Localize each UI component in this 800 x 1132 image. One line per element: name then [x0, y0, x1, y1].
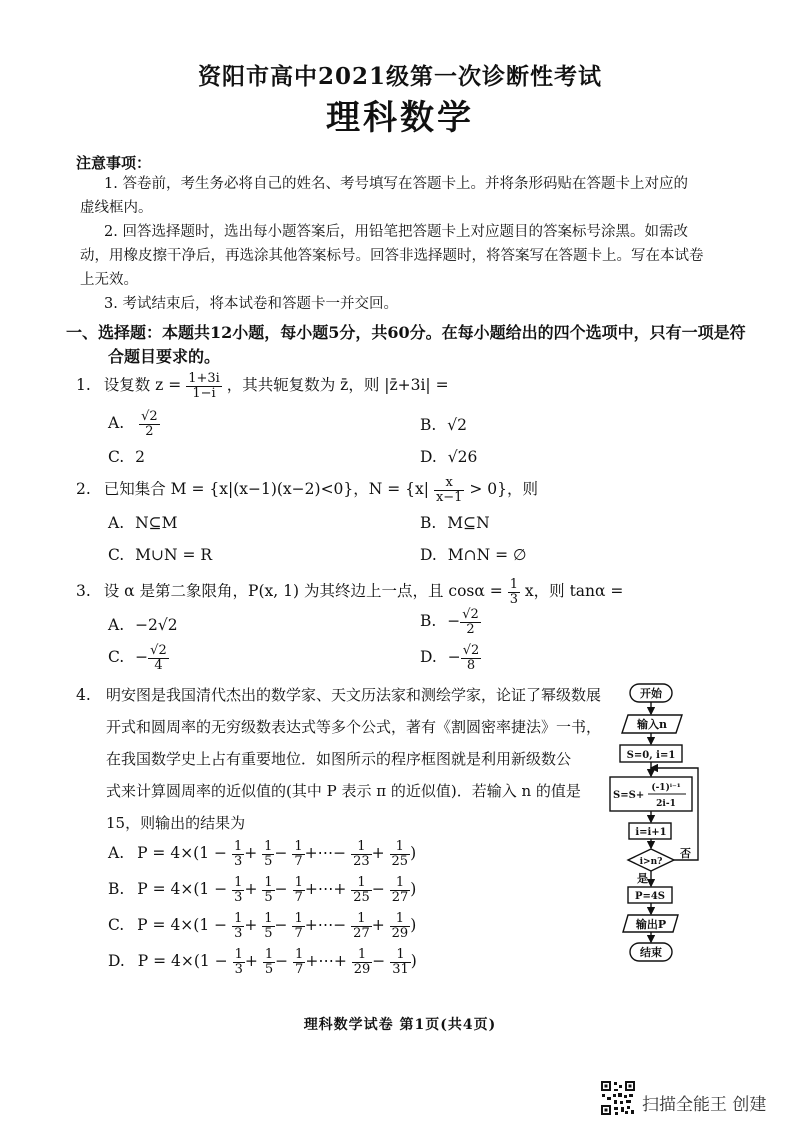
fraction: $\frac{x}{x-1}$: [435, 475, 463, 505]
question-number: 2.: [76, 480, 91, 499]
question-4-line: 在我国数学史上占有重要地位．如图所示的程序框图就是利用新级数公: [106, 750, 572, 768]
question-4-line: 开式和圆周率的无穷级数表达式等多个公式，著有《割圆密率捷法》一书，: [106, 718, 602, 736]
notice-line: 动，用橡皮擦干净后，再选涂其他答案标号。回答非选择题时，将答案写在答题卡上。写在本试卷: [80, 248, 704, 264]
option-b: B. M⊆N: [420, 514, 490, 532]
question-number: 1.: [76, 376, 91, 395]
question-stem: 已知集合 M = {x|(x−1)(x−2)<0}，N = {x|: [103, 480, 430, 499]
flow-calc-label: P=4S: [634, 891, 666, 902]
option-d: D. M∩N = ∅: [420, 546, 527, 564]
option-d: D. √26: [420, 448, 478, 466]
option-c: C. P = 4×(1 − $\frac{1}{3}$ + $\frac{1}{5}$ − $\frac{1}{7}$ +⋯− $\frac{1}{27}$ + $\frac{1}{29}$ ): [108, 911, 417, 941]
flow-update-label: S=S+: [613, 790, 645, 801]
option-a: A. P = 4×(1 − $\frac{1}{3}$ + $\frac{1}{5}$ − $\frac{1}{7}$ +⋯− $\frac{1}{23}$ + $\frac{1}{25}$ ): [108, 839, 417, 869]
question-stem-cont: ，其共轭复数为 z̄，则 |z̄+3i| =: [226, 376, 449, 395]
question-stem: 设复数 z =: [103, 376, 182, 395]
option-b: B. √2: [420, 416, 468, 434]
fraction: $\frac{1+3i}{1-i}$: [188, 371, 220, 401]
question-number: 3.: [76, 582, 91, 601]
flow-increment-label: i=i+1: [635, 827, 667, 838]
subject-title: 理科数学: [326, 98, 474, 138]
notice-line: 上无效。: [80, 272, 138, 288]
exam-title: 资阳市高中2021级第一次诊断性考试: [197, 63, 602, 90]
option-c: C. − $\frac{√2}{4}$: [108, 643, 167, 673]
program-flowchart: [600, 680, 710, 970]
question-4-line: 式来计算圆周率的近似值的(其中 P 表示 π 的近似值)．若输入 n 的值是: [106, 782, 581, 800]
notice-line: 1. 答卷前，考生务必将自己的姓名、考号填写在答题卡上。并将条形码贴在答题卡上对应的: [104, 176, 688, 192]
question-4-line: 15，则输出的结果为: [106, 814, 246, 832]
question-stem-cont: x，则 tanα =: [524, 582, 624, 601]
flow-output-label: 输出P: [635, 918, 667, 931]
flow-init-label: S=0, i=1: [626, 750, 676, 761]
qr-code-icon: [600, 1080, 636, 1116]
option-c: C. 2: [108, 448, 146, 466]
flow-input-label: 输入n: [637, 718, 667, 731]
question-stem: 设 α 是第二象限角，P(x, 1) 为其终边上一点，且 cosα =: [103, 582, 503, 601]
question-stem-cont: > 0}，则: [469, 480, 539, 499]
flow-update-denominator: 2i-1: [656, 799, 676, 809]
notice-line: 3. 考试结束后，将本试卷和答题卡一并交回。: [104, 296, 398, 312]
flow-start-label: 开始: [640, 687, 662, 700]
fraction: $\frac{1}{3}$: [509, 577, 518, 607]
option-d: D. P = 4×(1 − $\frac{1}{3}$ + $\frac{1}{5}$ − $\frac{1}{7}$ +⋯+ $\frac{1}{29}$ − $\frac{1}{31}$ ): [108, 947, 417, 977]
option-b: B. P = 4×(1 − $\frac{1}{3}$ + $\frac{1}{5}$ − $\frac{1}{7}$ +⋯+ $\frac{1}{25}$ − $\frac{1}{27}$ ): [108, 875, 417, 905]
section-heading: 一、选择题：本题共12小题，每小题5分，共60分。在每小题给出的四个选项中，只有一项是符: [66, 323, 746, 342]
section-heading-cont: 合题目要求的。: [108, 347, 221, 366]
option-a: A. −2√2: [108, 616, 178, 634]
question-4-line: 明安图是我国清代杰出的数学家、天文历法家和测绘学家，论证了幂级数展: [106, 686, 602, 704]
option-a: A. N⊆M: [108, 514, 178, 532]
page-footer: 理科数学试卷 第1页(共4页): [303, 1017, 497, 1033]
notice-line: 2. 回答选择题时，选出每小题答案后，用铅笔把答题卡上对应题目的答案标号涂黑。如需改: [104, 224, 688, 240]
notice-line: 虚线框内。: [80, 200, 153, 216]
flow-end-label: 结束: [640, 946, 662, 959]
question-2: [76, 476, 538, 504]
flow-decision-label: i>n?: [639, 857, 663, 867]
option-a: A. $\frac{√2}{2}$: [108, 409, 158, 439]
question-4-number: 4.: [76, 686, 91, 704]
notice-heading: 注意事项：: [76, 154, 152, 172]
option-b: B. − $\frac{√2}{2}$: [420, 607, 479, 637]
question-1: [76, 372, 449, 400]
question-3: [76, 578, 623, 606]
flow-no-label: 否: [680, 847, 691, 860]
flow-yes-label: 是: [637, 872, 648, 885]
scanner-watermark: 扫描全能王 创建: [642, 1095, 767, 1115]
option-d: D. − $\frac{√2}{8}$: [420, 643, 480, 673]
flow-update-numerator: (-1)ⁱ⁻¹: [651, 783, 681, 793]
option-c: C. M∪N = R: [108, 546, 213, 564]
